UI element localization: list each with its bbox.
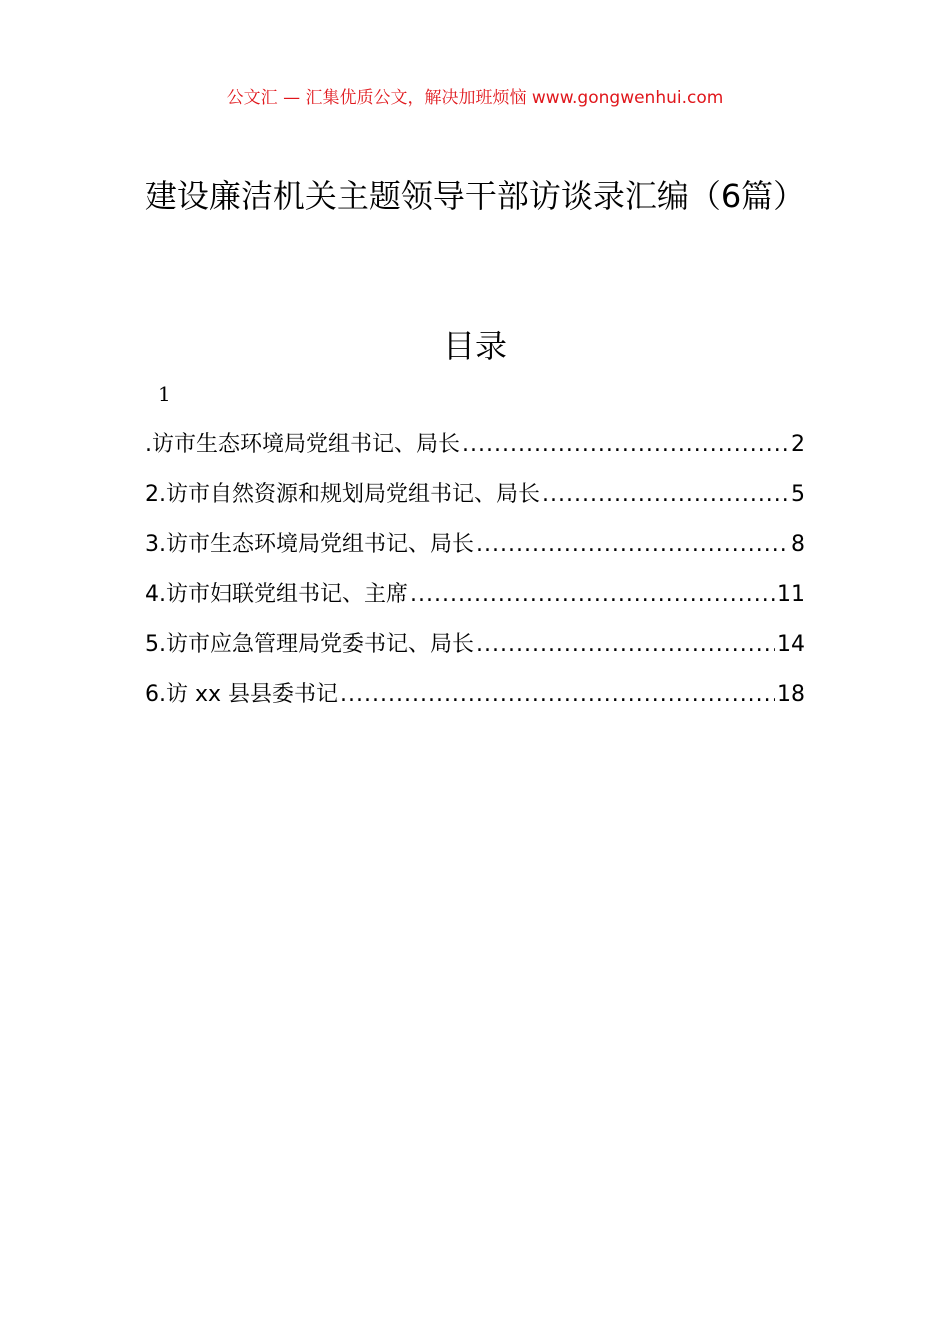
toc-entry-page: 11 [777,582,805,607]
toc-entry[interactable] [145,674,805,724]
toc-dot-leader [340,674,775,716]
document-title: 建设廉洁机关主题领导干部访谈录汇编（6篇） [144,177,806,215]
toc-entry-title: 6.访 xx 县县委书记 [145,682,339,707]
toc-dot-leader [476,524,789,566]
toc-dot-leader [542,474,789,516]
toc-entry-title: 3.访市生态环境局党组书记、局长 [145,532,474,557]
toc-dot-leader [462,424,789,466]
toc-entry-page: 8 [791,532,805,557]
toc-stray-number: 1 [158,382,171,406]
table-of-contents [145,424,805,724]
toc-entry-title: 4.访市妇联党组书记、主席 [145,582,408,607]
header-banner: 公文汇 — 汇集优质公文，解决加班烦恼 www.gongwenhui.com [226,88,724,108]
toc-entry-page: 18 [777,682,805,707]
toc-entry-page: 14 [777,632,805,657]
toc-entry[interactable] [145,624,805,674]
toc-dot-leader [410,574,775,616]
toc-heading: 目录 [442,327,507,365]
toc-entry[interactable] [145,574,805,624]
toc-entry-page: 5 [791,482,805,507]
toc-entry-title: 5.访市应急管理局党委书记、局长 [145,632,474,657]
toc-entry[interactable] [145,424,805,474]
toc-entry[interactable] [145,474,805,524]
toc-entry-page: 2 [791,432,805,457]
toc-entry-title: 2.访市自然资源和规划局党组书记、局长 [145,482,540,507]
toc-entry[interactable] [145,524,805,574]
toc-dot-leader [476,624,775,666]
toc-entry-title: .访市生态环境局党组书记、局长 [145,432,460,457]
